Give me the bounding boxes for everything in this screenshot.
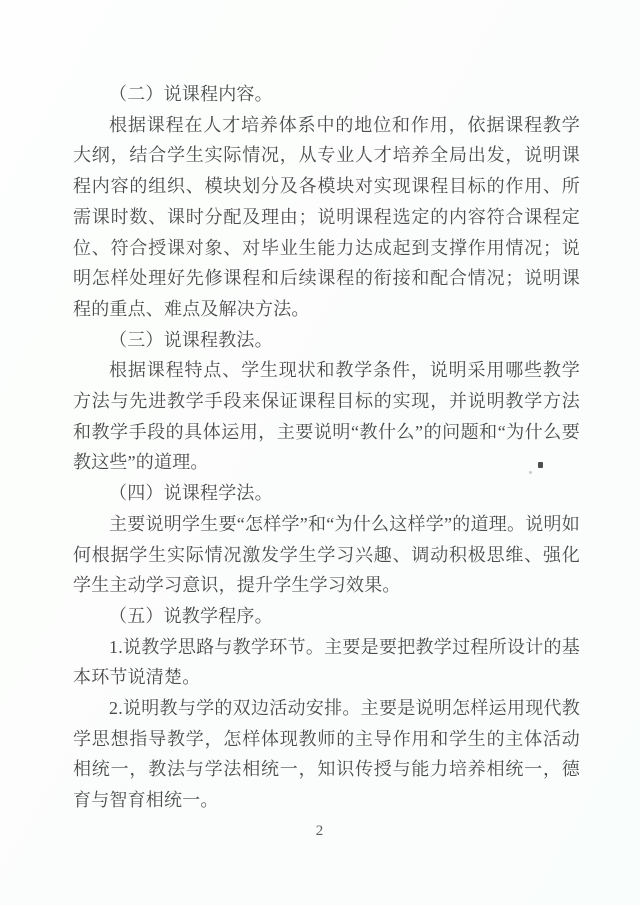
- document-body: [73, 79, 580, 816]
- section-heading: （二）说课程内容。: [109, 84, 273, 104]
- section-heading: （五）说教学程序。: [109, 605, 273, 626]
- page-number: 2: [315, 823, 325, 839]
- paragraph: 1.说教学思路与教学环节。主要是要把教学过程所设计的基本环节说清楚。: [73, 636, 580, 688]
- section-heading: （三）说课程教法。: [109, 329, 273, 350]
- scan-speck: [538, 462, 543, 468]
- scan-speck-faint: [529, 471, 532, 474]
- paragraph: 根据课程特点、学生现状和教学条件，说明采用哪些教学方法与先进教学手段来保证课程目标的实现，并说明教学方法和教学手段的具体运用，主要说明“教什么”的问题和“为什么要教这些”的道理。: [73, 360, 580, 473]
- paragraph: 2.说明教与学的双边活动安排。主要是说明怎样运用现代教学思想指导教学，怎样体现教师的主导作用和学生的主体活动相统一，教法与学法相统一，知识传授与能力培养相统一，德育与智育相统一。: [73, 698, 580, 811]
- paragraph: 主要说明学生要“怎样学”和“为什么这样学”的道理。说明如何根据学生实际情况激发学生学习兴趣、调动积极思维、强化学生主动学习意识，提升学生学习效果。: [73, 513, 580, 596]
- section-heading: （四）说课程学法。: [109, 483, 273, 504]
- paragraph: 根据课程在人才培养体系中的地位和作用，依据课程教学大纲，结合学生实际情况，从专业人才培养全局出发，说明课程内容的组织、模块划分及各模块对实现课程目标的作用、所需课时数、课时分配及理由；说明课程选定的内容符合课程定位、符合授课对象、对毕业生能力达成起到支撑作用情况；说明怎样处理好先修课程和后续课程的衔接和配合情况；说明课程的重点、难点及解决方法。: [73, 114, 580, 319]
